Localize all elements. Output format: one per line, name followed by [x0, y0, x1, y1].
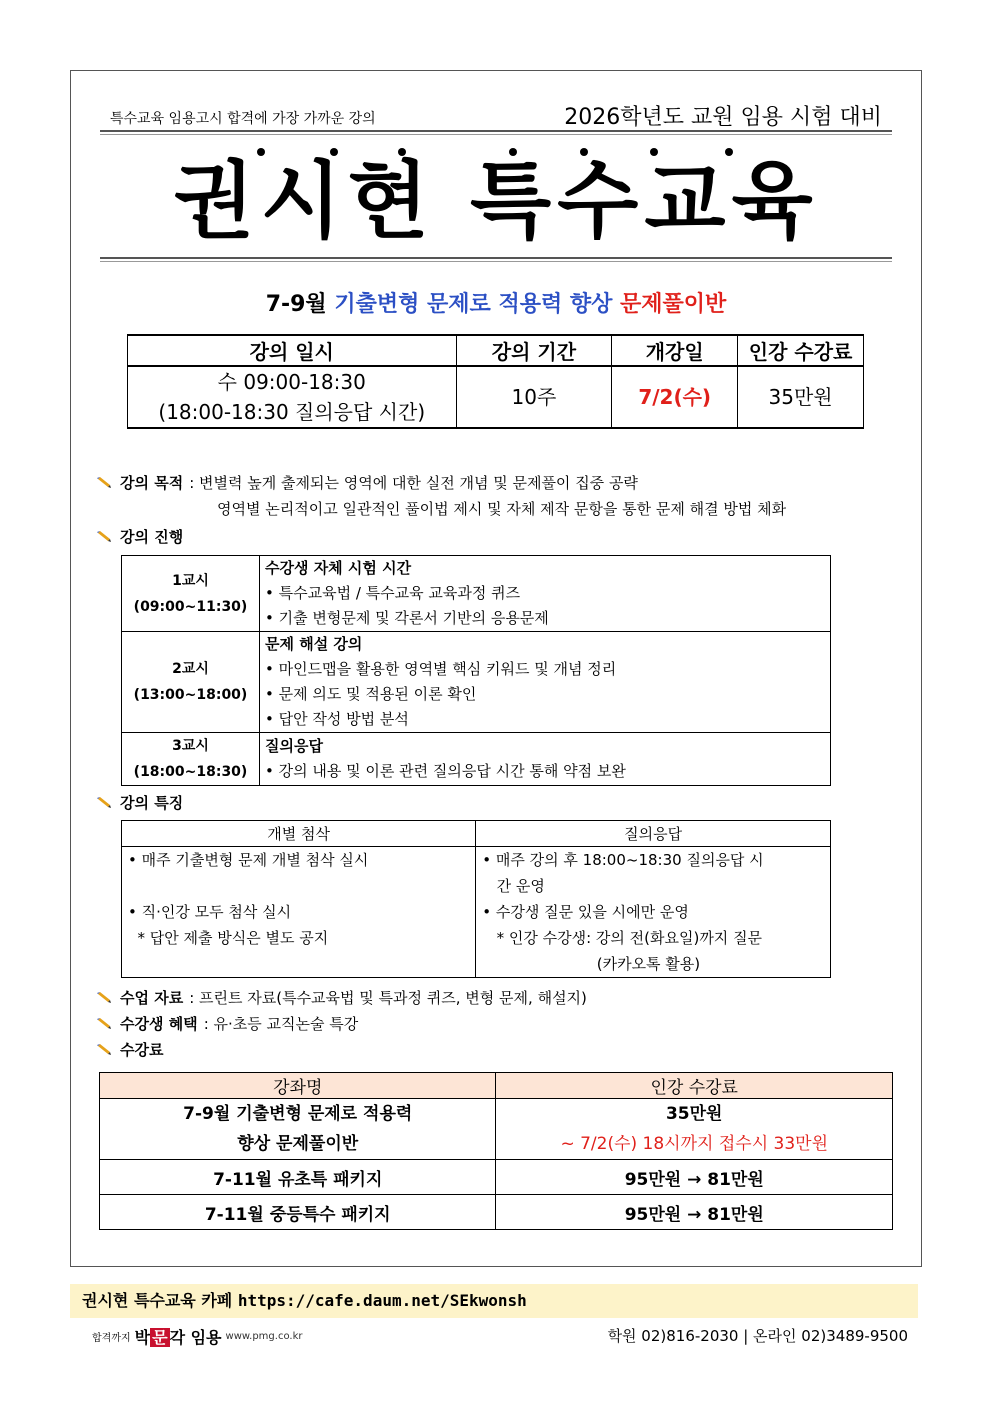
- materials-line: 수업 자료 : 프린트 자료(특수교육법 및 특과정 퀴즈, 변형 문제, 해설지): [96, 987, 587, 1008]
- course-name: 7-9월 기출변형 문제로 적용력 향상 문제풀이반: [100, 1099, 496, 1160]
- tuition-heading: 수강료: [96, 1039, 163, 1060]
- title-divider: [100, 257, 892, 262]
- schedule-start-date: 7/2(수): [612, 366, 738, 428]
- table-row: [100, 1195, 893, 1230]
- period-cell: 1교시 (09:00~11:30): [122, 556, 260, 632]
- progress-row: [122, 556, 831, 632]
- course-name: 7-11월 중등특수 패키지: [100, 1195, 496, 1230]
- features-heading: 강의 특징: [96, 792, 183, 813]
- feature-header-feedback: 개별 첨삭: [122, 821, 476, 847]
- table-row: [100, 1099, 893, 1160]
- benefits-line: 수강생 혜택 : 유·초등 교직논술 특강: [96, 1013, 358, 1034]
- feature-qa-cell: • 매주 강의 후 18:00~18:30 질의응답 시 간 운영 • 수강생 질문 있을 시에만 운영 * 인강 수강생: 강의 전(화요일)까지 질문 (카카오톡 활용): [476, 847, 831, 978]
- pencil-icon: [96, 1044, 112, 1056]
- progress-row: [122, 632, 831, 733]
- brand-title: 권시현 특수교육: [173, 152, 819, 250]
- schedule-time: 수 09:00-18:30 (18:00-18:30 질의응답 시간): [128, 366, 457, 428]
- progress-heading: 강의 진행: [96, 526, 183, 547]
- header-exam: 2026학년도 교원 임용 시험 대비: [564, 105, 882, 130]
- period-cell: 2교시 (13:00~18:00): [122, 632, 260, 733]
- feature-header-qa: 질의응답: [476, 821, 831, 847]
- cafe-link[interactable]: https://cafe.daum.net/SEkwonsh: [237, 1291, 527, 1310]
- schedule-table: [127, 334, 864, 429]
- header-tagline: 특수교육 임용고시 합격에 가장 가까운 강의: [110, 111, 376, 127]
- header-time: 강의 일시: [128, 335, 457, 366]
- schedule-duration: 10주: [456, 366, 612, 428]
- pencil-icon: [96, 477, 112, 489]
- progress-table: [121, 555, 831, 786]
- table-row: [100, 1160, 893, 1195]
- header-start: 개강일: [612, 335, 738, 366]
- subtitle-topic: 기출변형 문제로 적용력 향상: [334, 292, 613, 317]
- contact-phones: 학원 02)816-2030 | 온라인 02)3489-9500: [607, 1327, 908, 1345]
- course-subtitle: [0, 287, 992, 318]
- features-table: [121, 820, 831, 978]
- header-divider: [100, 130, 892, 135]
- publisher-logo: 합격까지 박 문 각 임용 www.pmg.co.kr: [92, 1328, 303, 1347]
- feature-feedback-cell: • 매주 기출변형 문제 개별 첨삭 실시 • 직·인강 모두 첨삭 실시 * 답안 제출 방식은 별도 공지: [122, 847, 476, 978]
- content-cell: 문제 해설 강의 • 마인드맵을 활용한 영역별 핵심 키워드 및 개념 정리 • 문제 의도 및 적용된 이론 확인 • 답안 작성 방법 분석: [260, 632, 831, 733]
- course-fee: 35만원 ~ 7/2(수) 18시까지 접수시 33만원: [496, 1099, 893, 1160]
- progress-row: [122, 733, 831, 786]
- cafe-banner: 권시현 특수교육 카페 https://cafe.daum.net/SEkwonsh: [70, 1284, 918, 1318]
- content-cell: 수강생 자체 시험 시간 • 특수교육법 / 특수교육 교육과정 퀴즈 • 기출 변형문제 및 각론서 기반의 응용문제: [260, 556, 831, 632]
- pencil-icon: [96, 1018, 112, 1030]
- header-fee: 인강 수강료: [738, 335, 864, 366]
- tuition-header-fee: 인강 수강료: [496, 1073, 893, 1099]
- purpose-line-2: 영역별 논리적이고 일관적인 풀이법 제시 및 자체 제작 문항을 통한 문제 해결 방법 체화: [217, 500, 787, 518]
- subtitle-period: 7-9월: [265, 292, 327, 317]
- header-duration: 강의 기간: [456, 335, 612, 366]
- course-fee: 95만원 → 81만원: [496, 1160, 893, 1195]
- course-name: 7-11월 유초특 패키지: [100, 1160, 496, 1195]
- pencil-icon: [96, 531, 112, 543]
- content-cell: 질의응답 • 강의 내용 및 이론 관련 질의응답 시간 통해 약점 보완: [260, 733, 831, 786]
- subtitle-class: 문제풀이반: [620, 292, 727, 317]
- course-fee: 95만원 → 81만원: [496, 1195, 893, 1230]
- period-cell: 3교시 (18:00~18:30): [122, 733, 260, 786]
- pencil-icon: [96, 797, 112, 809]
- purpose-line: 강의 목적 : 변별력 높게 출제되는 영역에 대한 실전 개념 및 문제풀이 집중 공략: [96, 472, 638, 493]
- pencil-icon: [96, 992, 112, 1004]
- tuition-table: [99, 1072, 893, 1230]
- schedule-fee: 35만원: [738, 366, 864, 428]
- tuition-header-course: 강좌명: [100, 1073, 496, 1099]
